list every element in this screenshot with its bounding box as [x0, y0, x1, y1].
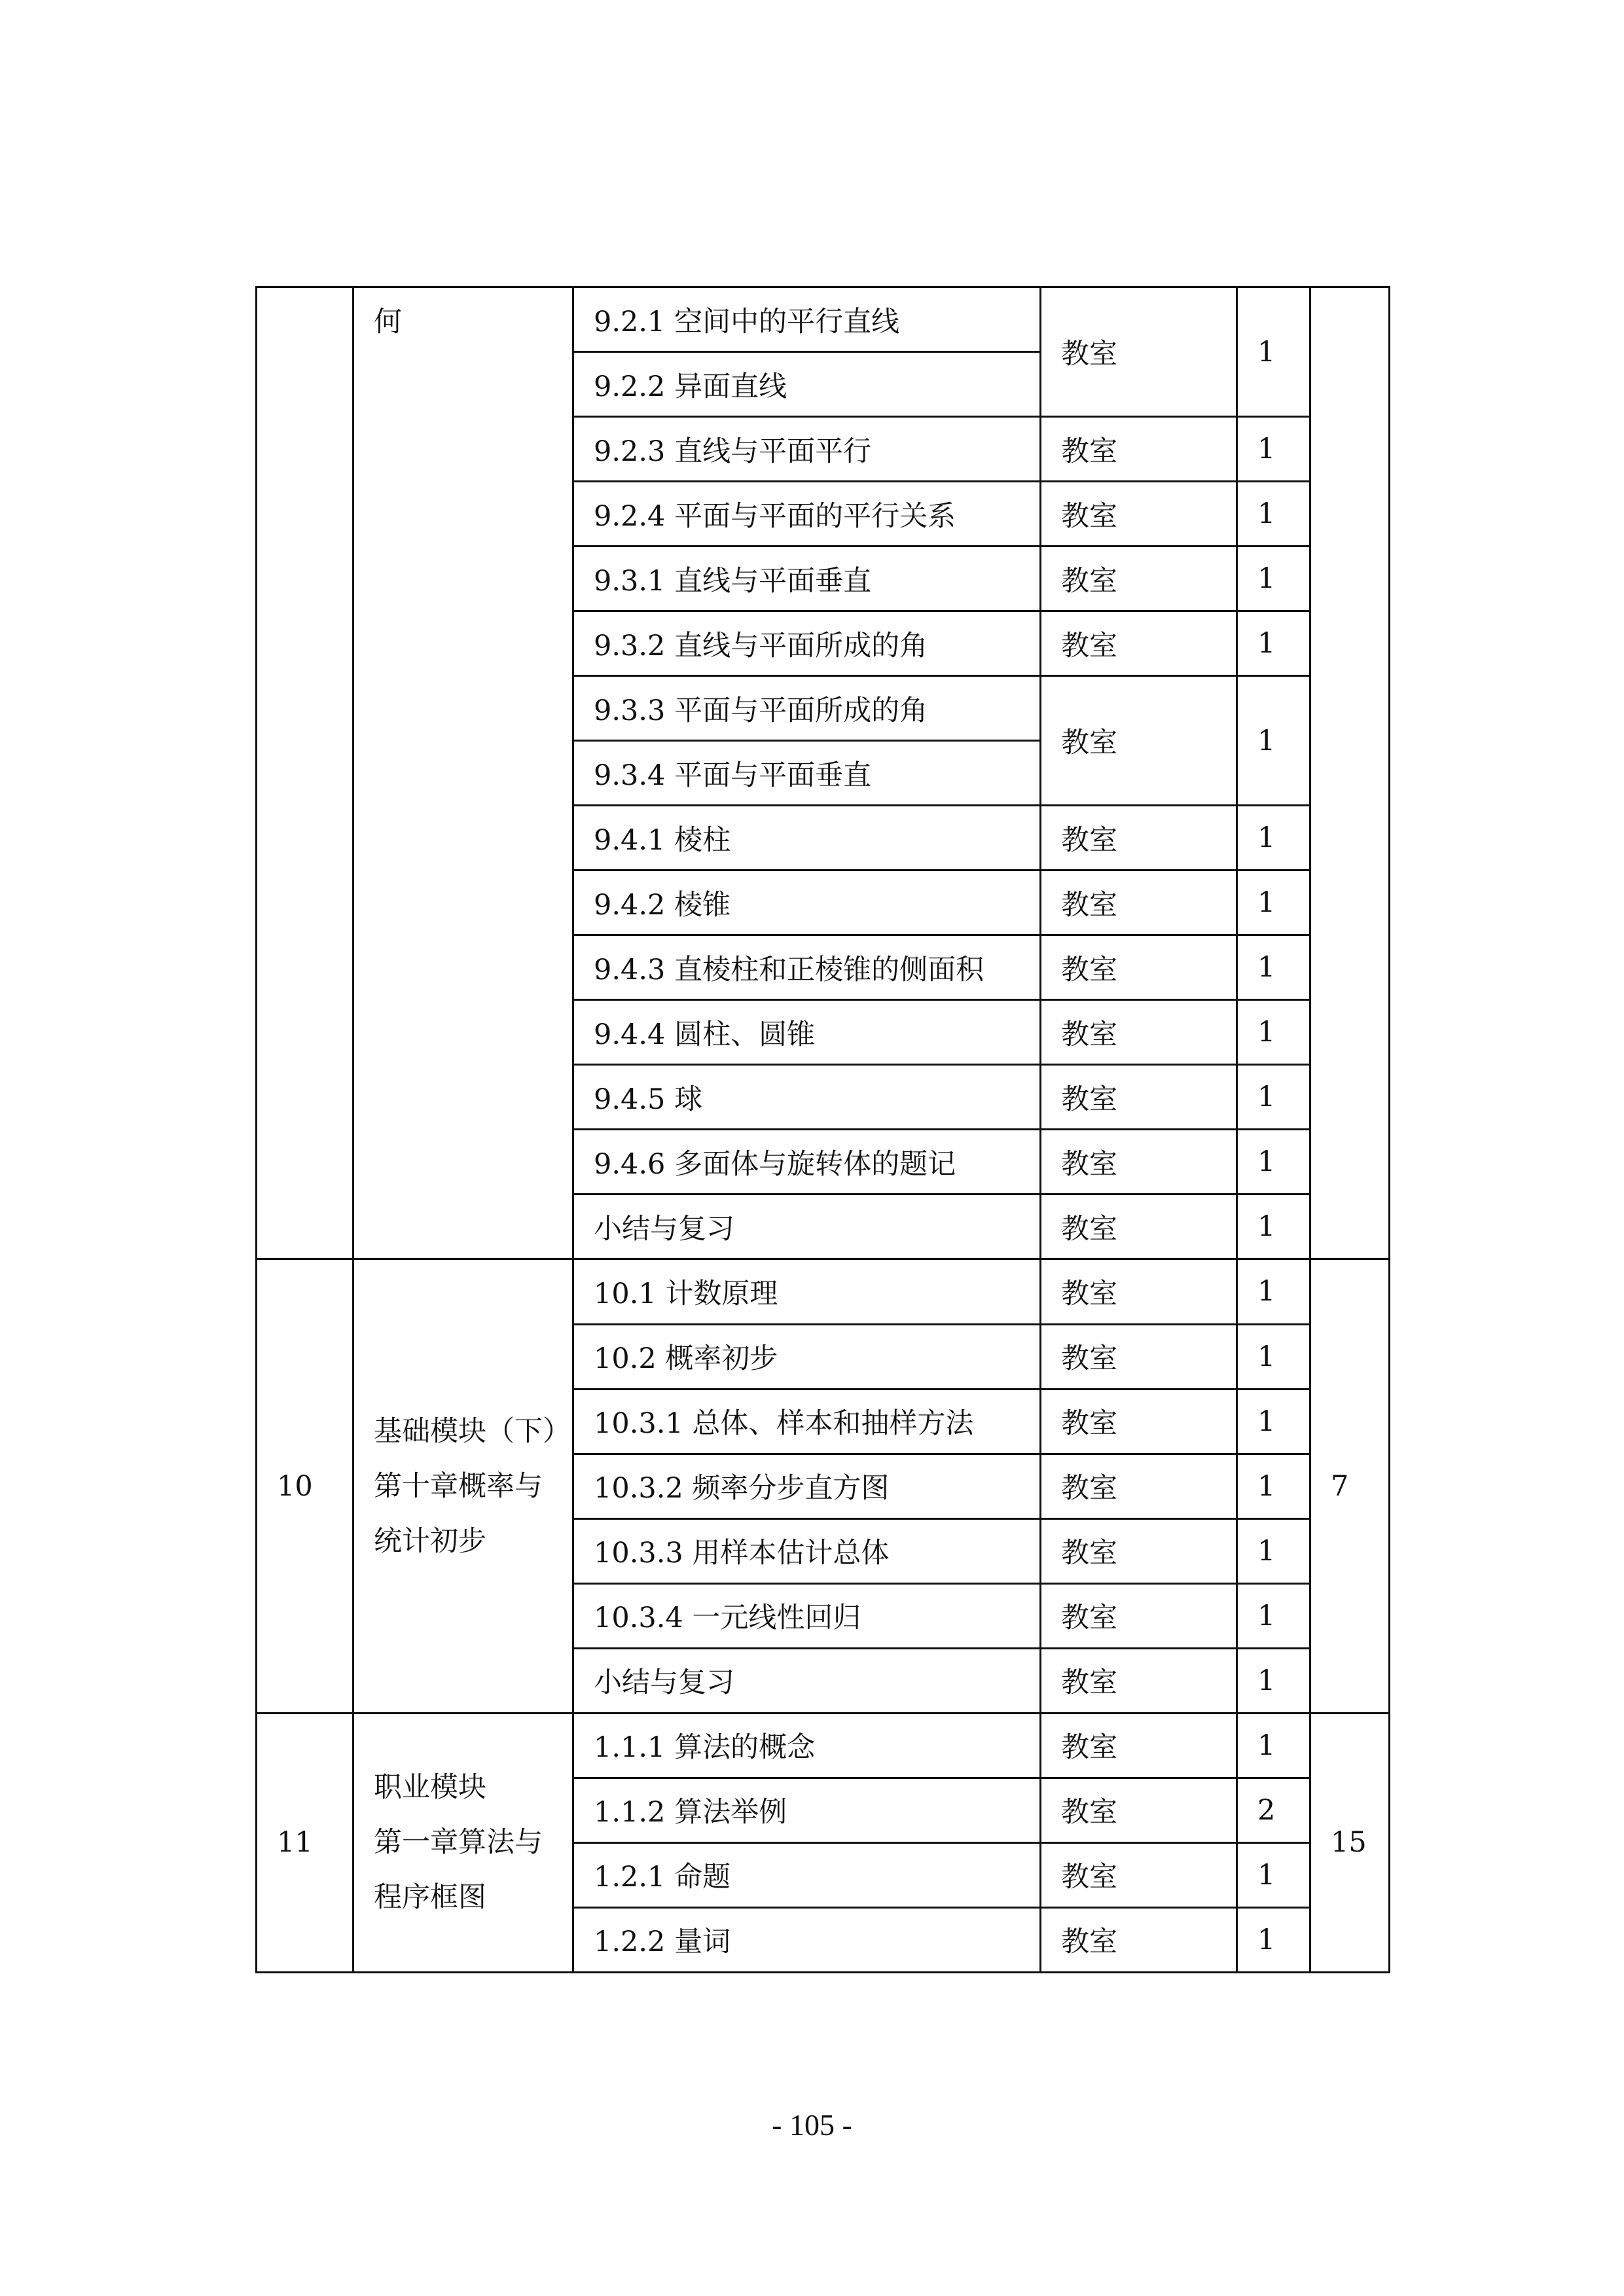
place-cell: 教室 — [1041, 676, 1237, 806]
topic-cell: 9.2.1 空间中的平行直线 — [573, 287, 1041, 352]
place-cell: 教室 — [1041, 1130, 1237, 1194]
module-cell — [353, 287, 573, 1259]
topic-cell: 9.4.1 棱柱 — [573, 806, 1041, 870]
chapter-index-cell — [257, 287, 353, 1259]
topic-cell: 10.3.1 总体、样本和抽样方法 — [573, 1389, 1041, 1454]
table-row — [257, 1713, 1390, 1778]
hours-cell: 1 — [1237, 1648, 1310, 1713]
hours-cell: 1 — [1237, 1259, 1310, 1324]
hours-cell: 2 — [1237, 1778, 1310, 1842]
hours-cell: 1 — [1237, 1518, 1310, 1583]
place-cell: 教室 — [1041, 1000, 1237, 1065]
topic-cell: 10.2 概率初步 — [573, 1324, 1041, 1389]
place-cell: 教室 — [1041, 1583, 1237, 1648]
module-cell — [353, 1713, 573, 1972]
topic-cell: 1.1.2 算法举例 — [573, 1778, 1041, 1842]
hours-cell: 1 — [1237, 1713, 1310, 1778]
topic-cell: 9.4.5 球 — [573, 1065, 1041, 1130]
topic-cell: 9.2.2 异面直线 — [573, 352, 1041, 417]
hours-cell: 1 — [1237, 417, 1310, 482]
place-cell: 教室 — [1041, 1778, 1237, 1842]
place-cell: 教室 — [1041, 1065, 1237, 1130]
place-cell: 教室 — [1041, 611, 1237, 676]
module-line: 程序框图 — [374, 1881, 486, 1914]
module-line: 基础模块（下） — [374, 1414, 571, 1448]
place-cell: 教室 — [1041, 1454, 1237, 1518]
hours-cell: 1 — [1237, 1065, 1310, 1130]
place-cell: 教室 — [1041, 1324, 1237, 1389]
place-cell: 教室 — [1041, 547, 1237, 611]
place-cell: 教室 — [1041, 1713, 1237, 1778]
table-row — [257, 287, 1390, 352]
topic-cell: 9.4.6 多面体与旋转体的题记 — [573, 1130, 1041, 1194]
topic-cell: 1.2.1 命题 — [573, 1842, 1041, 1907]
place-cell: 教室 — [1041, 482, 1237, 547]
topic-cell: 1.2.2 量词 — [573, 1907, 1041, 1972]
module-cell — [353, 1259, 573, 1713]
module-line: 何 — [374, 306, 402, 338]
place-cell: 教室 — [1041, 1389, 1237, 1454]
topic-cell: 小结与复习 — [573, 1648, 1041, 1713]
hours-cell: 1 — [1237, 1000, 1310, 1065]
topic-cell: 9.4.4 圆柱、圆锥 — [573, 1000, 1041, 1065]
place-cell: 教室 — [1041, 1842, 1237, 1907]
place-cell: 教室 — [1041, 1648, 1237, 1713]
module-line: 第一章算法与 — [374, 1826, 543, 1859]
module-line: 第十章概率与 — [374, 1469, 543, 1503]
hours-cell: 1 — [1237, 1389, 1310, 1454]
module-line: 职业模块 — [374, 1771, 486, 1804]
hours-cell: 1 — [1237, 1130, 1310, 1194]
hours-cell: 1 — [1237, 1324, 1310, 1389]
hours-cell: 1 — [1237, 1454, 1310, 1518]
topic-cell: 9.3.2 直线与平面所成的角 — [573, 611, 1041, 676]
chapter-index-cell: 10 — [257, 1259, 353, 1713]
hours-cell: 1 — [1237, 870, 1310, 935]
topic-cell: 9.3.3 平面与平面所成的角 — [573, 676, 1041, 741]
topic-cell: 小结与复习 — [573, 1194, 1041, 1259]
hours-cell: 1 — [1237, 1842, 1310, 1907]
place-cell: 教室 — [1041, 287, 1237, 417]
place-cell: 教室 — [1041, 935, 1237, 1000]
hours-cell: 1 — [1237, 676, 1310, 806]
place-cell: 教室 — [1041, 1907, 1237, 1972]
page-number: - 105 - — [772, 2108, 852, 2142]
topic-cell: 9.2.4 平面与平面的平行关系 — [573, 482, 1041, 547]
total-hours-cell: 15 — [1310, 1713, 1390, 1972]
hours-cell: 1 — [1237, 287, 1310, 417]
place-cell: 教室 — [1041, 417, 1237, 482]
hours-cell: 1 — [1237, 1907, 1310, 1972]
place-cell: 教室 — [1041, 806, 1237, 870]
hours-cell: 1 — [1237, 547, 1310, 611]
total-hours-cell — [1310, 287, 1390, 1259]
topic-cell: 9.3.4 平面与平面垂直 — [573, 741, 1041, 806]
topic-cell: 10.3.4 一元线性回归 — [573, 1583, 1041, 1648]
topic-cell: 10.1 计数原理 — [573, 1259, 1041, 1324]
topic-cell: 9.3.1 直线与平面垂直 — [573, 547, 1041, 611]
hours-cell: 1 — [1237, 482, 1310, 547]
course-schedule-table — [255, 286, 1390, 1973]
total-hours-cell: 7 — [1310, 1259, 1390, 1713]
hours-cell: 1 — [1237, 1194, 1310, 1259]
hours-cell: 1 — [1237, 1583, 1310, 1648]
topic-cell: 9.4.2 棱锥 — [573, 870, 1041, 935]
place-cell: 教室 — [1041, 1194, 1237, 1259]
topic-cell: 1.1.1 算法的概念 — [573, 1713, 1041, 1778]
chapter-index-cell: 11 — [257, 1713, 353, 1972]
place-cell: 教室 — [1041, 870, 1237, 935]
module-line: 统计初步 — [374, 1524, 486, 1558]
hours-cell: 1 — [1237, 611, 1310, 676]
hours-cell: 1 — [1237, 935, 1310, 1000]
hours-cell: 1 — [1237, 806, 1310, 870]
topic-cell: 10.3.3 用样本估计总体 — [573, 1518, 1041, 1583]
topic-cell: 9.4.3 直棱柱和正棱锥的侧面积 — [573, 935, 1041, 1000]
topic-cell: 10.3.2 频率分步直方图 — [573, 1454, 1041, 1518]
table-row — [257, 1259, 1390, 1324]
topic-cell: 9.2.3 直线与平面平行 — [573, 417, 1041, 482]
place-cell: 教室 — [1041, 1518, 1237, 1583]
place-cell: 教室 — [1041, 1259, 1237, 1324]
